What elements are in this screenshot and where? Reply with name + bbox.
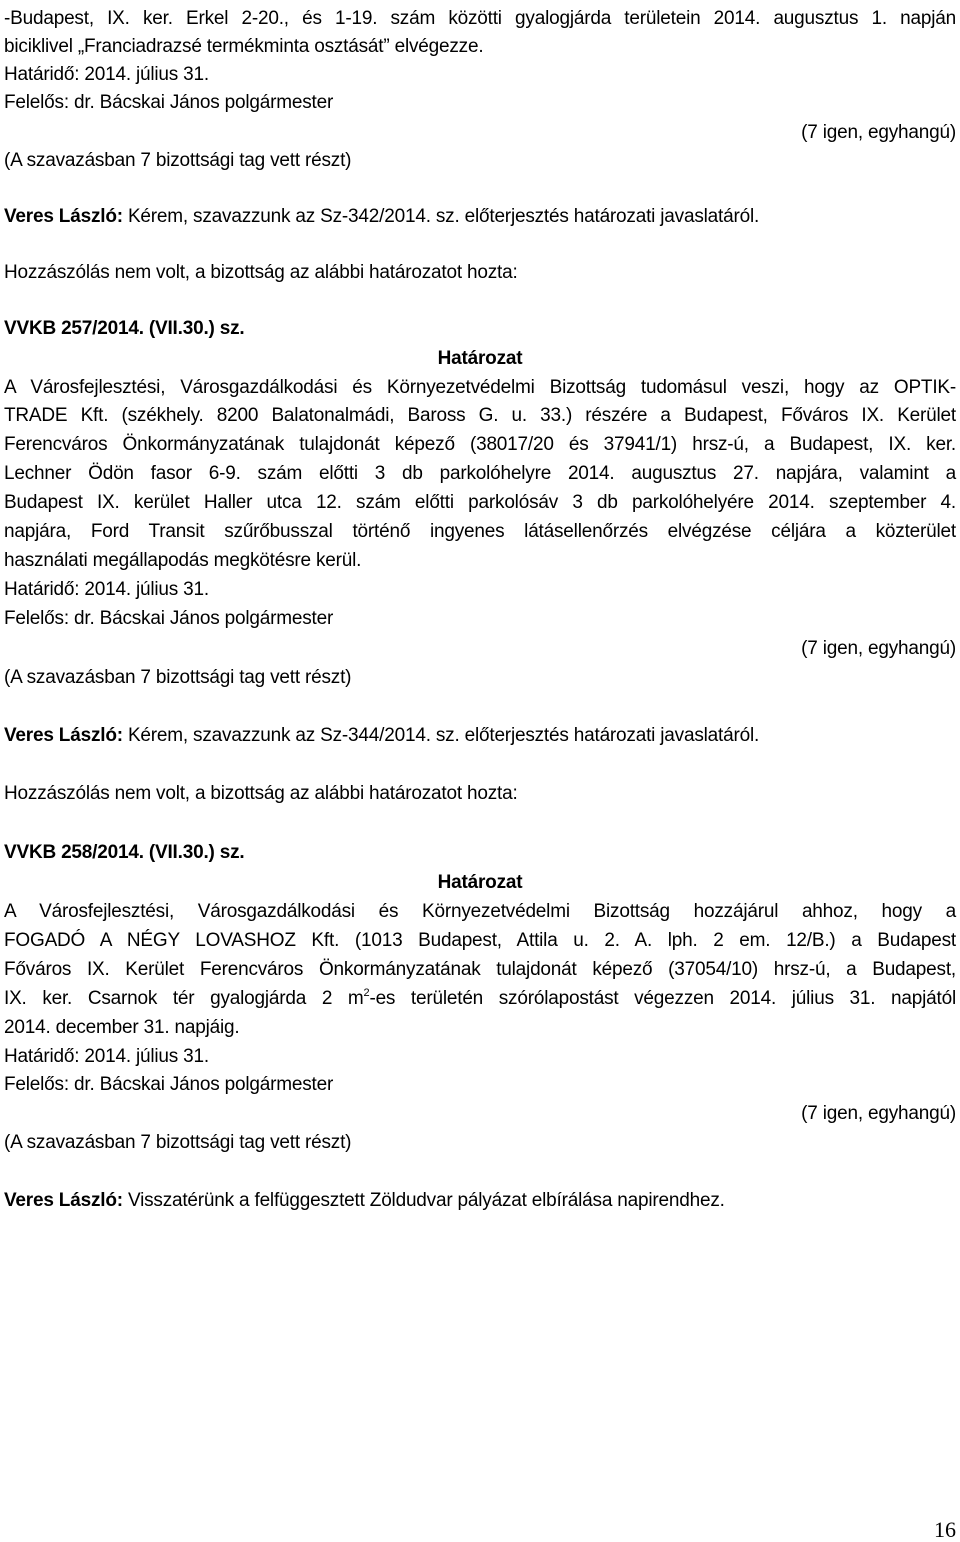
decision-body-line: Főváros IX. Kerület Ferencváros Önkormányzatának tulajdonát képező (37054/10) hrsz-ú, a Budapest, <box>4 959 956 980</box>
decision-body-line: napjára, Ford Transit szűrőbusszal történő ingyenes látásellenőrzés elvégzése céljára a közterület <box>4 521 956 542</box>
no-comment-note: Hozzászólás nem volt, a bizottság az alábbi határozatot hozta: <box>4 783 518 804</box>
responsible-line: Felelős: dr. Bácskai János polgármester <box>4 92 334 113</box>
speaker-statement <box>4 204 956 229</box>
speaker-name: Veres László: <box>4 206 123 227</box>
decision-id: VVKB 258/2014. (VII.30.) sz. <box>4 842 245 863</box>
decision-body-line: A Városfejlesztési, Városgazdálkodási és Környezetvédelmi Bizottság tudomásul veszi, hogy az OPTIK- <box>4 377 956 398</box>
deadline-line: Határidő: 2014. július 31. <box>4 1046 209 1067</box>
speaker-name: Veres László: <box>4 725 123 746</box>
speaker-text: Visszatérünk a felfüggesztett Zöldudvar pályázat elbírálása napirendhez. <box>122 1190 725 1211</box>
decision-title: Határozat <box>437 872 523 893</box>
responsible-line: Felelős: dr. Bácskai János polgármester <box>4 1074 334 1095</box>
speaker-statement <box>4 723 956 748</box>
decision-body-line: A Városfejlesztési, Városgazdálkodási és Környezetvédelmi Bizottság hozzájárul ahhoz, hogy a <box>4 901 956 922</box>
speaker-text: Kérem, szavazzunk az Sz-342/2014. sz. előterjesztés határozati javaslatáról. <box>122 206 760 227</box>
superscript: 2 <box>363 987 370 999</box>
participation-note: (A szavazásban 7 bizottsági tag vett részt) <box>4 150 352 171</box>
speaker-statement <box>4 1188 956 1213</box>
participation-note: (A szavazásban 7 bizottsági tag vett részt) <box>4 1132 352 1153</box>
decision-body-line: FOGADÓ A NÉGY LOVASHOZ Kft. (1013 Budapest, Attila u. 2. A. lph. 2 em. 12/B.) a Budapest <box>4 930 956 951</box>
decision-body-line: használati megállapodás megkötésre kerül. <box>4 550 362 571</box>
vote-result: (7 igen, egyhangú) <box>801 638 956 659</box>
page-number: 16 <box>934 1517 956 1542</box>
deadline-line: Határidő: 2014. július 31. <box>4 64 209 85</box>
responsible-line: Felelős: dr. Bácskai János polgármester <box>4 608 334 629</box>
no-comment-note: Hozzászólás nem volt, a bizottság az alábbi határozatot hozta: <box>4 262 518 283</box>
decision-body-line: Budapest IX. kerület Haller utca 12. szám előtti parkolósáv 3 db parkolóhelyére 2014. szeptember 4. <box>4 492 956 513</box>
decision-body-line: Lechner Ödön fasor 6-9. szám előtti 3 db parkolóhelyre 2014. augusztus 27. napjára, valamint a <box>4 463 956 484</box>
speaker-name: Veres László: <box>4 1190 123 1211</box>
decision-body-line: Ferencváros Önkormányzatának tulajdonát képező (38017/20 és 37941/1) hrsz-ú, a Budapest, IX. ker. <box>4 434 956 455</box>
speaker-text: Kérem, szavazzunk az Sz-344/2014. sz. előterjesztés határozati javaslatáról. <box>122 725 760 746</box>
paragraph-line: biciklivel „Franciadrazsé termékminta osztását” elvégezze. <box>4 36 484 57</box>
decision-body-text: IX. ker. Csarnok tér gyalogjárda 2 m <box>4 988 364 1009</box>
participation-note: (A szavazásban 7 bizottsági tag vett részt) <box>4 667 352 688</box>
decision-body-text: -es területén szórólapostást végezzen 2014. július 31. napjától <box>369 988 957 1009</box>
paragraph-line: -Budapest, IX. ker. Erkel 2-20., és 1-19. szám közötti gyalogjárda területein 2014. augusztus 1. napján <box>4 8 956 29</box>
decision-title: Határozat <box>437 348 523 369</box>
decision-body-line <box>4 986 956 1011</box>
decision-body-line: TRADE Kft. (székhely. 8200 Balatonalmádi, Baross G. u. 33.) részére a Budapest, Főváros IX. Kerület <box>4 405 956 426</box>
decision-body-line: 2014. december 31. napjáig. <box>4 1017 240 1038</box>
vote-result: (7 igen, egyhangú) <box>801 1103 956 1124</box>
deadline-line: Határidő: 2014. július 31. <box>4 579 209 600</box>
decision-id: VVKB 257/2014. (VII.30.) sz. <box>4 318 245 339</box>
vote-result: (7 igen, egyhangú) <box>801 122 956 143</box>
